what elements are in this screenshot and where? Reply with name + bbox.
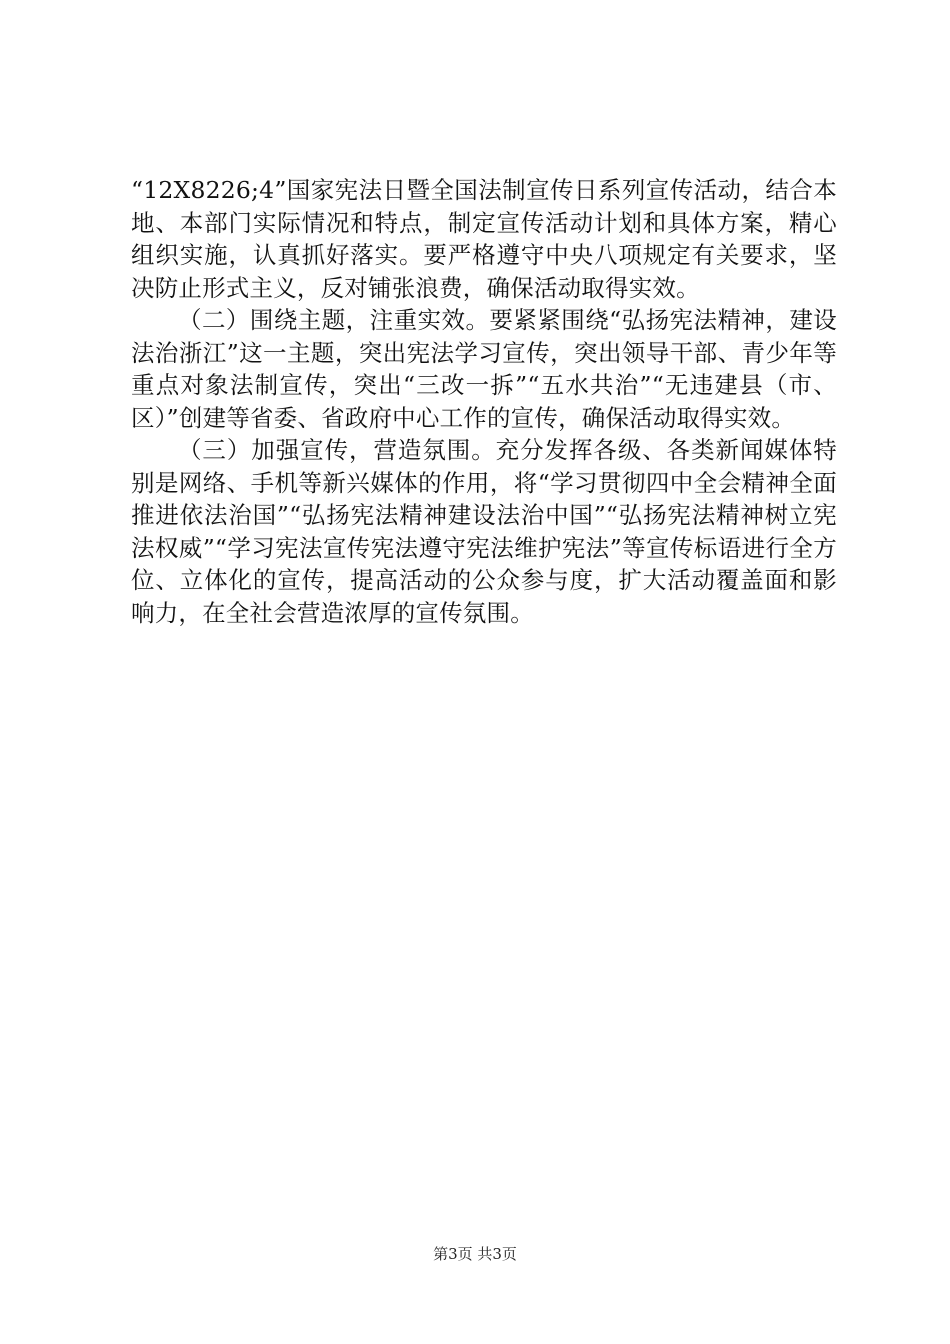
document-body (131, 174, 837, 629)
paragraph-section-3: （三）加强宣传，营造氛围。充分发挥各级、各类新闻媒体特别是网络、手机等新兴媒体的作用，将“学习贯彻四中全会精神全面推进依法治国”“弘扬宪法精神建设法治中国”“弘扬宪法精神树立宪法权威”“学习宪法宣传宪法遵守宪法维护宪法”等宣传标语进行全方位、立体化的宣传，提高活动的公众参与度，扩大活动覆盖面和影响力，在全社会营造浓厚的宣传氛围。 (131, 436, 837, 627)
paragraph-continuation: “12X8226;4”国家宪法日暨全国法制宣传日系列宣传活动，结合本地、本部门实际情况和特点，制定宣传活动计划和具体方案，精心组织实施，认真抓好落实。要严格遵守中央八项规定有关要求，坚决防止形式主义，反对铺张浪费，确保活动取得实效。 (131, 176, 837, 302)
page-footer: 第3页 共3页 (433, 1245, 517, 1263)
paragraph-section-2: （二）围绕主题，注重实效。要紧紧围绕“弘扬宪法精神，建设法治浙江”这一主题，突出宪法学习宣传，突出领导干部、青少年等重点对象法制宣传，突出“三改一拆”“五水共治”“无违建县（市、区）”创建等省委、省政府中心工作的宣传，确保活动取得实效。 (131, 306, 837, 432)
